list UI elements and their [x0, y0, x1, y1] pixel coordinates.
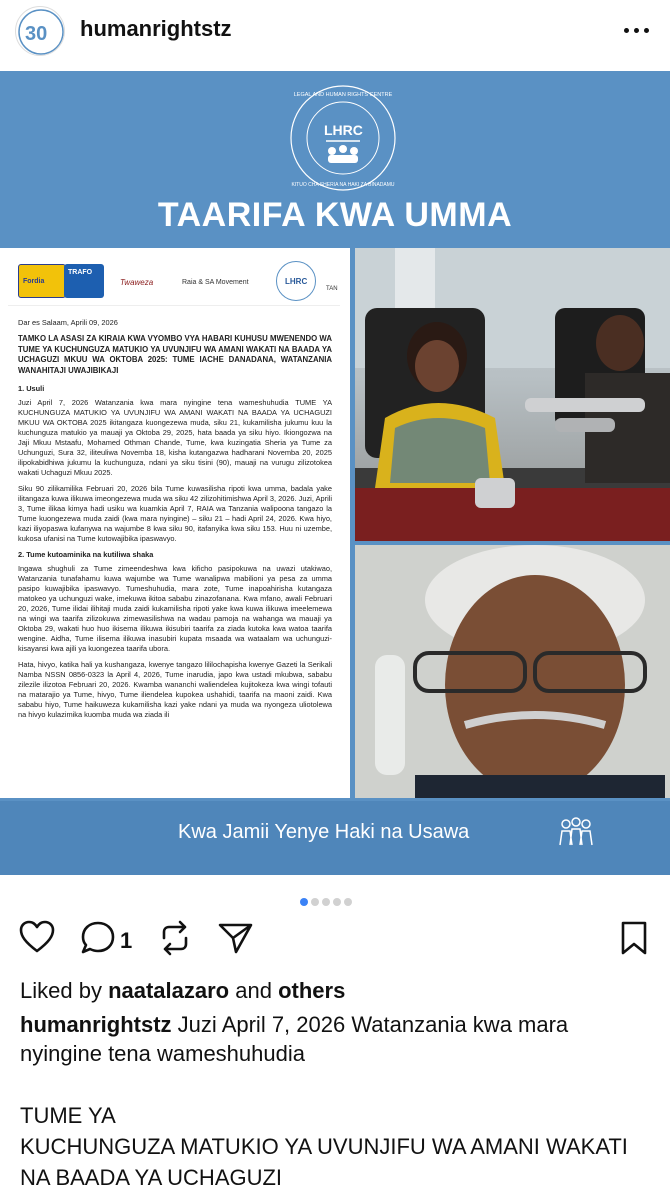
- profile-avatar[interactable]: [15, 6, 65, 56]
- more-options-icon[interactable]: [622, 20, 652, 40]
- comment-bubble-icon[interactable]: [78, 918, 118, 958]
- carousel-dot: [300, 898, 308, 906]
- lhrc-logo-icon: [288, 83, 398, 193]
- post-image[interactable]: [0, 71, 670, 875]
- svg-text:30: 30: [25, 23, 48, 45]
- post-header: [0, 0, 670, 64]
- caption-text: Juzi April 7, 2026 Watanzania kwa mara nyingine tena wameshuhudia: [20, 1012, 569, 1066]
- liked-by-user[interactable]: naatalazaro: [108, 978, 230, 1003]
- carousel-indicator: [300, 893, 355, 903]
- doc-paragraph: Ingawa shughuli za Tume zimeendeshwa kwa kificho pasipokuwa na uwazi utakiwao, Watanzania tunafahamu kuwa wajumbe wa Tume wanalipwa mabilioni ya pesa za umma pasipo kuwajibika ipaswavyo. Tumeshuhudia, mara zote, Tume inapoahirisha kutangaza matokeo ya uchunguzi wake, imekuwa ikitoa sababu zinazofanana. Kwa mfano, awali Februari 20, 2026, Tume ilidai ilihitaji muda zaidi kukamilisha ripoti yake kwa kuwa ilikuwa imeelemewa na wingi wa taarifa zilizokuwa zimewasilishwa na wadau pamoja na wahanga wa mauaji ya Oktoba 29, wakati huo huo ikisema ilikuwa ikisubiri taarifa za ziada kutoka kwa watoa taarifa wengine. Aidha, Tume ilisema ilikuwa inasubiri kupata msaada wa wataalam wa uchunguzi-kisayansi kwa ajili ya kuongezea taarifa ubora.: [18, 564, 332, 653]
- doc-paragraph: Juzi April 7, 2026 Watanzania kwa mara nyingine tena wameshuhudia TUME YA KUCHUNGUZA MATUKIO YA UVUNJIFU WA AMANI WAKATI NA BAADA YA UCHAGUZI MKUU WA OKTOBA 2025 ikitangaza kuongezewa muda, siku 21, kukamilisha jukumu kuu la kuchunguza matukio ya mauaji ya Oktoba 29, 2025, hata baada ya siku hiyo. Ikiongozwa na Jaji Mkuu Mstaafu, Mohamed Othman Chande, Tume, kwa kuzingatia Sheria ya Tume za Uchunguzi, Sura 32, iliteuliwa Novemba 18, kisha kutangazwa hadharani Novemba 20, 2025 ilipokabidhiwa jukumu la kuchunguza, ndani ya siku tisini (90), mauaji na vurugu zilizotokea wakati Uchaguzi Mkuu 2025.: [18, 398, 332, 477]
- likes-summary: [20, 978, 345, 1004]
- motto-text: Kwa Jamii Yenye Haki na Usawa: [178, 821, 470, 843]
- likes-others-link[interactable]: others: [278, 978, 346, 1003]
- lhrc-30-logo-icon: [16, 7, 65, 56]
- doc-section-2-heading: 2. Tume kutoaminika na kutiliwa shaka: [18, 550, 154, 559]
- post-caption: [20, 1010, 640, 1068]
- twaweza-logo: Twaweza: [118, 264, 176, 298]
- raia-movement-logo: Raia & SA Movement: [180, 264, 272, 298]
- post-username[interactable]: humanrightstz: [80, 16, 232, 41]
- svg-text:KITUO CHA SHERIA NA HAKI ZA BI: KITUO CHA SHERIA NA HAKI ZA BINADAMU: [291, 182, 395, 188]
- doc-title: TAMKO LA ASASI ZA KIRAIA KWA VYOMBO VYA HABARI KUHUSU MWENENDO WA TUME YA KUCHUNGUZA MATUKIO YA UVUNJIFU WA AMANI WAKATI NA BAADA YA UCHAGUZI MKUU WA OKTOBA 2025: TUME IACHE DANADANA, WATANZANIA WANAHITAJI UWAJIBIKAJI: [18, 334, 332, 375]
- caption-username[interactable]: humanrightstz: [20, 1012, 172, 1037]
- doc-date: Dar es Salaam, Aprili 09, 2026: [18, 318, 118, 327]
- doc-paragraph: Siku 90 zilikamilika Februari 20, 2026 bila Tume kuwasilisha ripoti kwa umma, badala yake ilitangaza kuwa ilikuwa imeongezewa muda wa siku 42 zilizohitimishwa April 3, 2026. Juzi, Aprili 3, Tume ilikaa kimya hadi usiku wa kuamkia April 7, RAIA wa Tanzania walipoona tangazo la Tume kuongezewa muda zaidi (kwa mara nyingine) – siku 21 – hadi April 24, 2026. Kwa hiyo, kazi iliyopaswa kufanywa na wajumbe 8 kwa siku 90, itafanyika kwa siku 153. Huu ni uzembe, kukosa ufanisi na Tume kutowajibika ipaswavyo.: [18, 484, 332, 543]
- likes-and-text: and: [229, 978, 279, 1003]
- like-heart-icon[interactable]: [18, 918, 56, 958]
- comment-count: 1: [120, 928, 133, 953]
- chairman-portrait-illustration: [355, 545, 670, 798]
- tan-logo: TAN: [324, 264, 350, 298]
- carousel-dot: [311, 898, 319, 906]
- carousel-dot: [322, 898, 330, 906]
- share-send-icon[interactable]: [216, 918, 256, 958]
- carousel-dot: [344, 898, 352, 906]
- fordia-logo: Fordia: [18, 264, 66, 298]
- family-icon: [556, 815, 596, 849]
- likes-prefix: Liked by: [20, 978, 109, 1003]
- press-conference-photo: [355, 248, 670, 541]
- caption-line: TUME YA: [20, 1103, 116, 1128]
- svg-text:LEGAL AND HUMAN RIGHTS CENTRE: LEGAL AND HUMAN RIGHTS CENTRE: [293, 92, 393, 98]
- post-headline: TAARIFA KWA UMMA: [157, 196, 513, 234]
- save-bookmark-icon[interactable]: [616, 918, 652, 958]
- post-caption-continued: [20, 1100, 660, 1193]
- trafo-logo: TRAFO: [64, 264, 104, 298]
- press-statement-document: [0, 248, 350, 798]
- post-actions-bar: [0, 918, 670, 962]
- svg-text:LHRC: LHRC: [324, 122, 363, 138]
- doc-section-1-heading: 1. Usuli: [18, 384, 45, 393]
- commission-chairman-photo: [355, 545, 670, 798]
- repost-icon[interactable]: [155, 918, 195, 958]
- caption-line: KUCHUNGUZA MATUKIO YA UVUNJIFU WA AMANI WAKATI NA BAADA YA UCHAGUZI: [20, 1134, 628, 1190]
- press-conference-illustration: [355, 248, 670, 541]
- doc-paragraph: Hata, hivyo, katika hali ya kushangaza, kwenye tangazo lililochapisha kwenye Gazeti la Serikali Namba NSSN 0856-0323 la April 4, 2026, Tume inarudia, japo kwa ustadi mkubwa, sababu zilezile ilizotoa Februari 20, 2026. Kwamba wananchi waliendelea kujitokeza kwa wingi tofauti na matarajio ya Tume, hivyo, Tume iliendelea kupokea ushahidi, taarifa na maoni zaidi. Kwa sababu hiyo, Tume haikuweza kukamilisha kazi yake ndani ya muda wa nyongeza uliotolewa na hivyo kulazimika kuomba muda wa ziada ili: [18, 660, 332, 719]
- carousel-dot: [333, 898, 341, 906]
- partner-logos-strip: [8, 256, 340, 306]
- lhrc-small-logo: LHRC: [276, 261, 316, 301]
